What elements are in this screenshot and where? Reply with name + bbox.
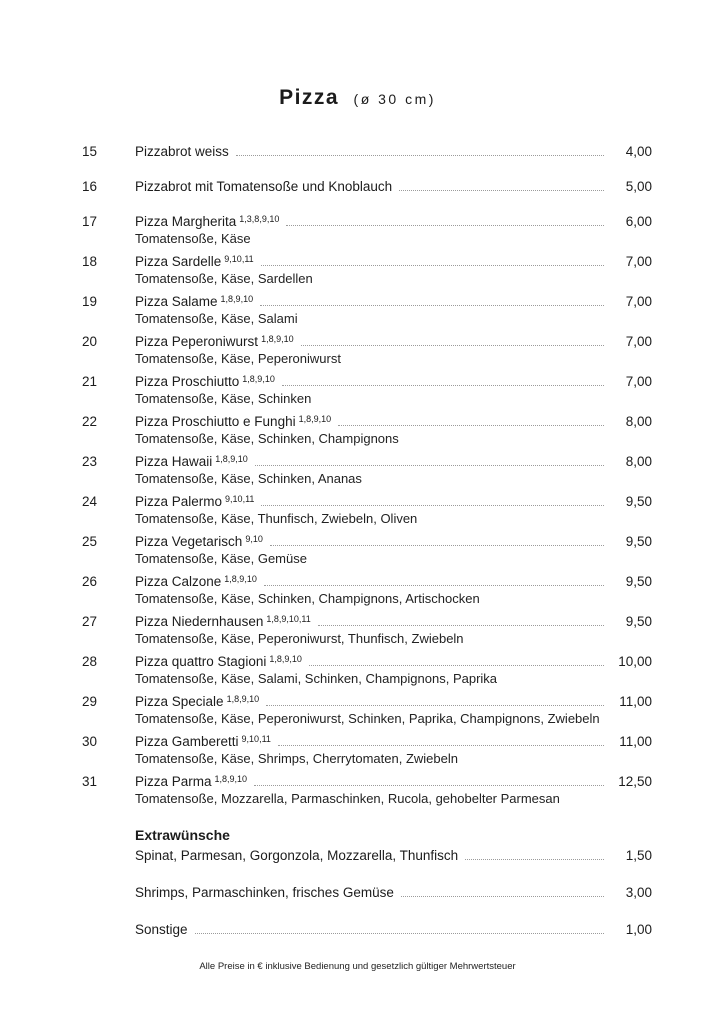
dotted-leader bbox=[278, 745, 604, 746]
item-allergen-numbers: 9,10,11 bbox=[225, 494, 255, 504]
menu-item-row bbox=[82, 333, 652, 350]
item-number: 30 bbox=[82, 734, 98, 749]
item-allergen-numbers: 1,3,8,9,10 bbox=[239, 214, 280, 224]
item-name-text: Pizza quattro Stagioni bbox=[135, 654, 267, 669]
item-name-text: Pizzabrot mit Tomatensoße und Knoblauch bbox=[135, 179, 393, 194]
extra-item bbox=[135, 847, 652, 864]
menu-item bbox=[82, 493, 652, 527]
extra-item bbox=[135, 884, 652, 901]
menu-item bbox=[82, 143, 652, 160]
menu-item bbox=[82, 573, 652, 607]
extras-heading: Extrawünsche bbox=[135, 827, 230, 843]
menu-item-row bbox=[82, 693, 652, 710]
item-price: 9,50 bbox=[625, 574, 652, 589]
item-name bbox=[135, 653, 302, 670]
item-description: Tomatensoße, Käse, Schinken, Ananas bbox=[135, 471, 362, 486]
item-price: 7,00 bbox=[625, 374, 652, 389]
item-description: Tomatensoße, Mozzarella, Parmaschinken, Rucola, gehobelter Parmesan bbox=[135, 791, 560, 806]
menu-item bbox=[82, 453, 652, 487]
dotted-leader bbox=[465, 859, 604, 860]
item-allergen-numbers: 1,8,9,10,11 bbox=[266, 614, 311, 624]
dotted-leader bbox=[399, 190, 604, 191]
page-title bbox=[0, 86, 715, 110]
menu-item bbox=[82, 533, 652, 567]
dotted-leader bbox=[266, 705, 604, 706]
item-allergen-numbers: 1,8,9,10 bbox=[214, 774, 248, 784]
menu-item-row bbox=[82, 653, 652, 670]
item-price: 5,00 bbox=[625, 179, 652, 194]
menu-item-row bbox=[82, 493, 652, 510]
menu-item-row bbox=[82, 533, 652, 550]
item-name bbox=[135, 693, 259, 710]
menu-item-row bbox=[82, 613, 652, 630]
menu-title: Pizza bbox=[279, 86, 340, 109]
item-number: 28 bbox=[82, 654, 98, 669]
extra-name: Sonstige bbox=[135, 922, 188, 937]
extras-section bbox=[135, 827, 652, 958]
item-allergen-numbers: 1,8,9,10 bbox=[261, 334, 294, 344]
item-name bbox=[135, 773, 247, 790]
item-description: Tomatensoße, Käse, Salami bbox=[135, 311, 298, 326]
extra-item bbox=[135, 921, 652, 938]
menu-item bbox=[82, 253, 652, 287]
item-price: 11,00 bbox=[619, 734, 652, 749]
item-number: 26 bbox=[82, 574, 98, 589]
menu-item-row bbox=[82, 413, 652, 430]
menu-item-row bbox=[82, 733, 652, 750]
item-allergen-numbers: 1,8,9,10 bbox=[242, 374, 275, 384]
dotted-leader bbox=[338, 425, 604, 426]
item-name-text: Pizza Proschiutto e Funghi bbox=[135, 414, 296, 429]
item-name bbox=[135, 178, 392, 195]
item-name bbox=[135, 493, 254, 510]
menu-item bbox=[82, 413, 652, 447]
menu-item-row bbox=[82, 573, 652, 590]
item-description: Tomatensoße, Käse, Peperoniwurst, Thunfisch, Zwiebeln bbox=[135, 631, 464, 646]
dotted-leader bbox=[261, 265, 604, 266]
item-number: 17 bbox=[82, 214, 98, 229]
item-description: Tomatensoße, Käse, Salami, Schinken, Champignons, Paprika bbox=[135, 671, 498, 686]
item-description: Tomatensoße, Käse, Peperoniwurst, Schinken, Paprika, Champignons, Zwiebeln bbox=[135, 711, 600, 726]
item-name-text: Pizza Hawaii bbox=[135, 454, 213, 469]
item-number: 20 bbox=[82, 334, 98, 349]
item-allergen-numbers: 1,8,9,10 bbox=[269, 654, 302, 664]
menu-item bbox=[82, 373, 652, 407]
dotted-leader bbox=[264, 585, 604, 586]
extra-name: Spinat, Parmesan, Gorgonzola, Mozzarella, Thunfisch bbox=[135, 848, 459, 863]
item-name bbox=[135, 253, 254, 270]
item-name-text: Pizza Palermo bbox=[135, 494, 223, 509]
item-description: Tomatensoße, Käse, Peperoniwurst bbox=[135, 351, 341, 366]
item-name-text: Pizza Salame bbox=[135, 294, 218, 309]
item-number: 31 bbox=[82, 774, 98, 789]
item-allergen-numbers: 9,10,11 bbox=[224, 254, 254, 264]
menu-item bbox=[82, 733, 652, 767]
extra-price: 1,00 bbox=[625, 922, 652, 937]
menu-item bbox=[82, 178, 652, 195]
item-name bbox=[135, 613, 311, 630]
item-name-text: Pizza Sardelle bbox=[135, 254, 222, 269]
item-name bbox=[135, 733, 271, 750]
item-number: 23 bbox=[82, 454, 98, 469]
item-price: 4,00 bbox=[625, 144, 652, 159]
menu-item bbox=[82, 693, 652, 727]
item-price: 9,50 bbox=[625, 614, 652, 629]
menu-item bbox=[82, 773, 652, 807]
dotted-leader bbox=[260, 305, 604, 306]
item-price: 8,00 bbox=[625, 414, 652, 429]
extra-name: Shrimps, Parmaschinken, frisches Gemüse bbox=[135, 885, 394, 900]
item-number: 29 bbox=[82, 694, 98, 709]
item-name bbox=[135, 413, 331, 430]
item-number: 27 bbox=[82, 614, 98, 629]
item-name bbox=[135, 293, 253, 310]
item-name-text: Pizza Speciale bbox=[135, 694, 224, 709]
menu-item-row bbox=[82, 293, 652, 310]
item-name-text: Pizzabrot weiss bbox=[135, 144, 229, 159]
item-allergen-numbers: 1,8,9,10 bbox=[224, 574, 257, 584]
dotted-leader bbox=[270, 545, 604, 546]
menu-item bbox=[82, 333, 652, 367]
dotted-leader bbox=[401, 896, 604, 897]
extras-list bbox=[135, 847, 652, 938]
item-price: 7,00 bbox=[625, 254, 652, 269]
item-number: 25 bbox=[82, 534, 98, 549]
item-price: 10,00 bbox=[618, 654, 652, 669]
item-allergen-numbers: 1,8,9,10 bbox=[226, 694, 260, 704]
item-description: Tomatensoße, Käse, Shrimps, Cherrytomaten, Zwiebeln bbox=[135, 751, 458, 766]
dotted-leader bbox=[301, 345, 604, 346]
item-number: 18 bbox=[82, 254, 98, 269]
dotted-leader bbox=[309, 665, 604, 666]
item-allergen-numbers: 1,8,9,10 bbox=[298, 414, 332, 424]
menu-item-row bbox=[82, 143, 652, 160]
item-price: 11,00 bbox=[619, 694, 652, 709]
item-number: 15 bbox=[82, 144, 98, 159]
menu-item bbox=[82, 653, 652, 687]
menu-item-row bbox=[82, 373, 652, 390]
item-number: 16 bbox=[82, 179, 98, 194]
item-name-text: Pizza Margherita bbox=[135, 214, 237, 229]
dotted-leader bbox=[286, 225, 604, 226]
menu-item bbox=[82, 613, 652, 647]
item-name bbox=[135, 573, 257, 590]
item-allergen-numbers: 9,10 bbox=[245, 534, 263, 544]
item-price: 9,50 bbox=[625, 534, 652, 549]
item-description: Tomatensoße, Käse, Schinken bbox=[135, 391, 312, 406]
item-price: 7,00 bbox=[625, 294, 652, 309]
dotted-leader bbox=[195, 933, 604, 934]
item-description: Tomatensoße, Käse, Schinken, Champignons, Artischocken bbox=[135, 591, 480, 606]
dotted-leader bbox=[236, 155, 604, 156]
item-price: 8,00 bbox=[625, 454, 652, 469]
dotted-leader bbox=[282, 385, 604, 386]
item-name-text: Pizza Proschiutto bbox=[135, 374, 240, 389]
item-name bbox=[135, 333, 294, 350]
dotted-leader bbox=[254, 785, 604, 786]
item-price: 6,00 bbox=[625, 214, 652, 229]
item-name-text: Pizza Parma bbox=[135, 774, 212, 789]
dotted-leader bbox=[255, 465, 604, 466]
item-price: 7,00 bbox=[625, 334, 652, 349]
extra-price: 3,00 bbox=[625, 885, 652, 900]
dotted-leader bbox=[261, 505, 604, 506]
item-name-text: Pizza Peperoniwurst bbox=[135, 334, 259, 349]
item-allergen-numbers: 1,8,9,10 bbox=[215, 454, 248, 464]
item-name-text: Pizza Calzone bbox=[135, 574, 222, 589]
menu-item-row bbox=[82, 453, 652, 470]
item-name-text: Pizza Niedernhausen bbox=[135, 614, 264, 629]
item-name bbox=[135, 373, 275, 390]
item-allergen-numbers: 9,10,11 bbox=[241, 734, 271, 744]
extra-price: 1,50 bbox=[625, 848, 652, 863]
item-price: 9,50 bbox=[625, 494, 652, 509]
dotted-leader bbox=[318, 625, 604, 626]
item-name bbox=[135, 213, 279, 230]
item-name bbox=[135, 453, 248, 470]
item-number: 19 bbox=[82, 294, 98, 309]
menu-item-row bbox=[82, 178, 652, 195]
menu-item bbox=[82, 293, 652, 327]
item-number: 22 bbox=[82, 414, 98, 429]
item-price: 12,50 bbox=[618, 774, 652, 789]
menu-subtitle: (ø 30 cm) bbox=[353, 91, 436, 107]
item-description: Tomatensoße, Käse bbox=[135, 231, 251, 246]
menu-item bbox=[82, 213, 652, 247]
footer-note: Alle Preise in € inklusive Bedienung und gesetzlich gültiger Mehrwertsteuer bbox=[199, 961, 516, 972]
menu-item-row bbox=[82, 253, 652, 270]
item-description: Tomatensoße, Käse, Sardellen bbox=[135, 271, 313, 286]
menu-list bbox=[82, 143, 652, 813]
item-allergen-numbers: 1,8,9,10 bbox=[220, 294, 254, 304]
item-name-text: Pizza Vegetarisch bbox=[135, 534, 243, 549]
item-description: Tomatensoße, Käse, Gemüse bbox=[135, 551, 307, 566]
item-number: 24 bbox=[82, 494, 98, 509]
menu-item-row bbox=[82, 773, 652, 790]
item-name bbox=[135, 143, 229, 160]
menu-item-row bbox=[82, 213, 652, 230]
item-number: 21 bbox=[82, 374, 98, 389]
item-name bbox=[135, 533, 263, 550]
item-description: Tomatensoße, Käse, Thunfisch, Zwiebeln, Oliven bbox=[135, 511, 418, 526]
item-name-text: Pizza Gamberetti bbox=[135, 734, 239, 749]
item-description: Tomatensoße, Käse, Schinken, Champignons bbox=[135, 431, 399, 446]
